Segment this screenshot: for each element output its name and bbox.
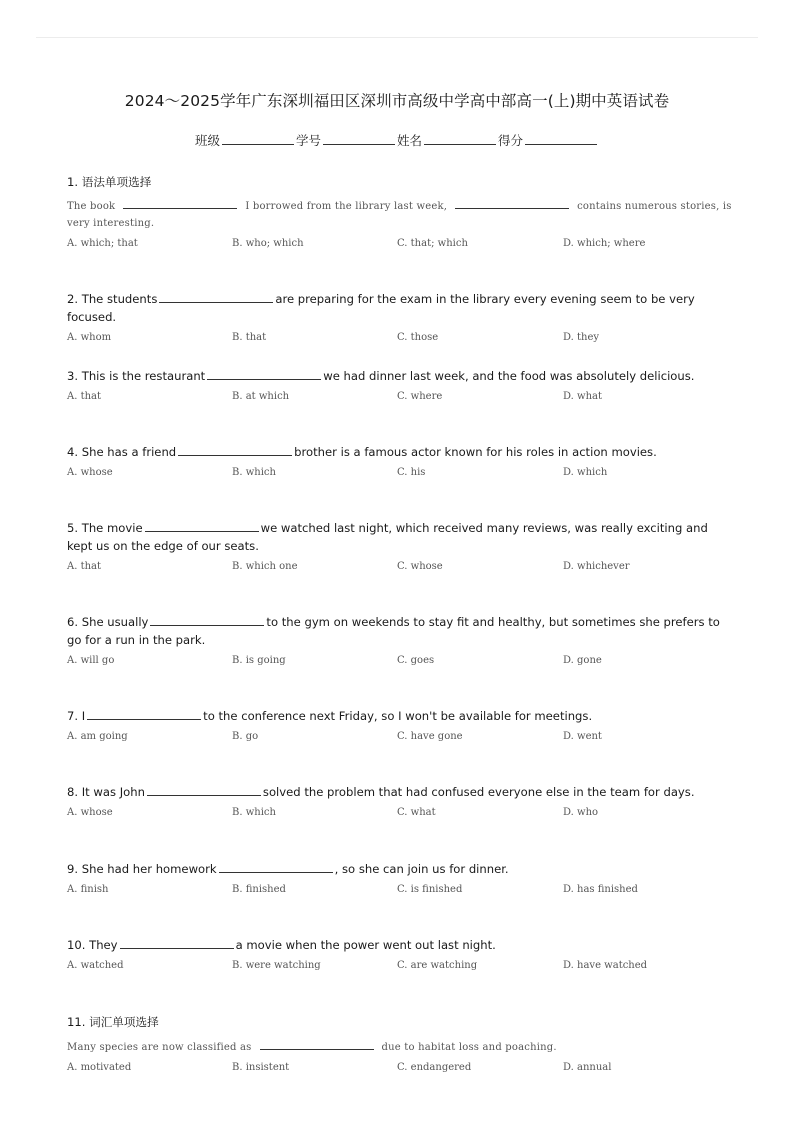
option-c[interactable]: C. are watching	[397, 960, 478, 971]
option-b[interactable]: B. is going	[232, 655, 286, 666]
option-a[interactable]: A. motivated	[67, 1062, 132, 1073]
page-title: 2024～2025学年广东深圳福田区深圳市高级中学高中部高一(上)期中英语试卷	[124, 92, 670, 110]
id-blank[interactable]	[323, 132, 395, 145]
option-a[interactable]: A. watched	[67, 960, 124, 971]
question-3	[67, 367, 732, 407]
question-stem: 10. They a movie when the power went out last night.	[67, 938, 496, 952]
option-a[interactable]: A. which; that	[67, 238, 138, 249]
score-label: 得分	[498, 133, 524, 148]
option-d[interactable]: D. annual	[563, 1062, 612, 1073]
option-c[interactable]: C. is finished	[397, 884, 463, 895]
option-a[interactable]: A. whose	[67, 467, 113, 478]
option-d[interactable]: D. who	[563, 807, 599, 818]
option-c[interactable]: C. whose	[397, 561, 443, 572]
question-8	[67, 783, 732, 823]
option-c[interactable]: C. endangered	[397, 1062, 472, 1073]
option-b[interactable]: B. at which	[232, 391, 290, 402]
question-9	[67, 860, 732, 900]
question-stem: 3. This is the restaurant we had dinner last week, and the food was absolutely delicious.	[67, 369, 695, 383]
options-row	[67, 960, 732, 976]
question-10	[67, 936, 732, 976]
question-2	[67, 290, 732, 348]
options-row	[67, 332, 732, 348]
options-row	[67, 655, 732, 671]
option-c[interactable]: C. that; which	[397, 238, 468, 249]
option-d[interactable]: D. went	[563, 731, 602, 742]
options-row	[67, 561, 732, 577]
question-stem: 8. It was John solved the problem that had confused everyone else in the team for days.	[67, 785, 695, 799]
question-stem: 7. I to the conference next Friday, so I won't be available for meetings.	[67, 709, 593, 723]
top-divider	[36, 37, 758, 38]
option-d[interactable]: D. has finished	[563, 884, 638, 895]
score-blank[interactable]	[525, 132, 597, 145]
question-stem: 2. The students are preparing for the exam in the library every evening seem to be very focused.	[67, 292, 695, 324]
option-c[interactable]: C. have gone	[397, 731, 463, 742]
option-a[interactable]: A. that	[67, 391, 102, 402]
option-d[interactable]: D. what	[563, 391, 602, 402]
option-b[interactable]: B. who; which	[232, 238, 304, 249]
option-b[interactable]: B. go	[232, 731, 259, 742]
question-stem: 5. The movie we watched last night, which received many reviews, was really exciting and kept us on the edge of our seats.	[67, 521, 708, 553]
question-4	[67, 443, 732, 483]
question-stem: Many species are now classified as due to habitat loss and poaching.	[67, 1038, 732, 1056]
option-c[interactable]: C. what	[397, 807, 436, 818]
question-1	[67, 197, 732, 254]
id-label: 学号	[295, 133, 321, 148]
option-d[interactable]: D. gone	[563, 655, 602, 666]
answer-blank[interactable]	[159, 290, 273, 303]
question-stem: 9. She had her homework , so she can join us for dinner.	[67, 862, 509, 876]
answer-blank[interactable]	[178, 443, 292, 456]
answer-blank[interactable]	[260, 1038, 374, 1050]
options-row	[67, 1062, 732, 1078]
option-a[interactable]: A. am going	[67, 731, 128, 742]
answer-blank[interactable]	[207, 367, 321, 380]
option-b[interactable]: B. finished	[232, 884, 286, 895]
answer-blank[interactable]	[147, 783, 261, 796]
section-heading-grammar: 1. 语法单项选择	[67, 175, 152, 189]
class-label: 班级	[194, 133, 220, 148]
options-row	[67, 884, 732, 900]
student-info-line	[0, 131, 794, 149]
answer-blank[interactable]	[150, 613, 264, 626]
option-b[interactable]: B. were watching	[232, 960, 321, 971]
option-c[interactable]: C. those	[397, 332, 439, 343]
answer-blank[interactable]	[123, 197, 237, 209]
option-b[interactable]: B. which one	[232, 561, 298, 572]
option-c[interactable]: C. his	[397, 467, 426, 478]
option-a[interactable]: A. that	[67, 561, 102, 572]
question-7	[67, 707, 732, 747]
question-stem: 4. She has a friend brother is a famous actor known for his roles in action movies.	[67, 445, 657, 459]
options-row	[67, 238, 732, 254]
option-b[interactable]: B. insistent	[232, 1062, 290, 1073]
question-5	[67, 519, 732, 577]
option-d[interactable]: D. have watched	[563, 960, 648, 971]
option-a[interactable]: A. whose	[67, 807, 113, 818]
option-a[interactable]: A. finish	[67, 884, 109, 895]
option-b[interactable]: B. which	[232, 467, 276, 478]
question-stem: The book I borrowed from the library last week, contains numerous stories, is very interesting.	[67, 197, 732, 232]
option-c[interactable]: C. where	[397, 391, 443, 402]
answer-blank[interactable]	[145, 519, 259, 532]
question-6	[67, 613, 732, 671]
option-a[interactable]: A. will go	[67, 655, 115, 666]
question-stem: 6. She usually to the gym on weekends to stay fit and healthy, but sometimes she prefers to go for a run in the park.	[67, 615, 720, 647]
name-blank[interactable]	[424, 132, 496, 145]
option-d[interactable]: D. which; where	[563, 238, 646, 249]
section-heading-vocab: 11. 词汇单项选择	[67, 1015, 159, 1029]
options-row	[67, 467, 732, 483]
option-d[interactable]: D. which	[563, 467, 608, 478]
option-c[interactable]: C. goes	[397, 655, 435, 666]
option-b[interactable]: B. which	[232, 807, 276, 818]
answer-blank[interactable]	[120, 936, 234, 949]
answer-blank[interactable]	[219, 860, 333, 873]
class-blank[interactable]	[222, 132, 294, 145]
option-b[interactable]: B. that	[232, 332, 267, 343]
option-d[interactable]: D. whichever	[563, 561, 630, 572]
options-row	[67, 807, 732, 823]
name-label: 姓名	[397, 133, 423, 148]
option-d[interactable]: D. they	[563, 332, 600, 343]
question-11	[67, 1038, 732, 1078]
options-row	[67, 391, 732, 407]
option-a[interactable]: A. whom	[67, 332, 112, 343]
answer-blank[interactable]	[455, 197, 569, 209]
options-row	[67, 731, 732, 747]
answer-blank[interactable]	[87, 707, 201, 720]
